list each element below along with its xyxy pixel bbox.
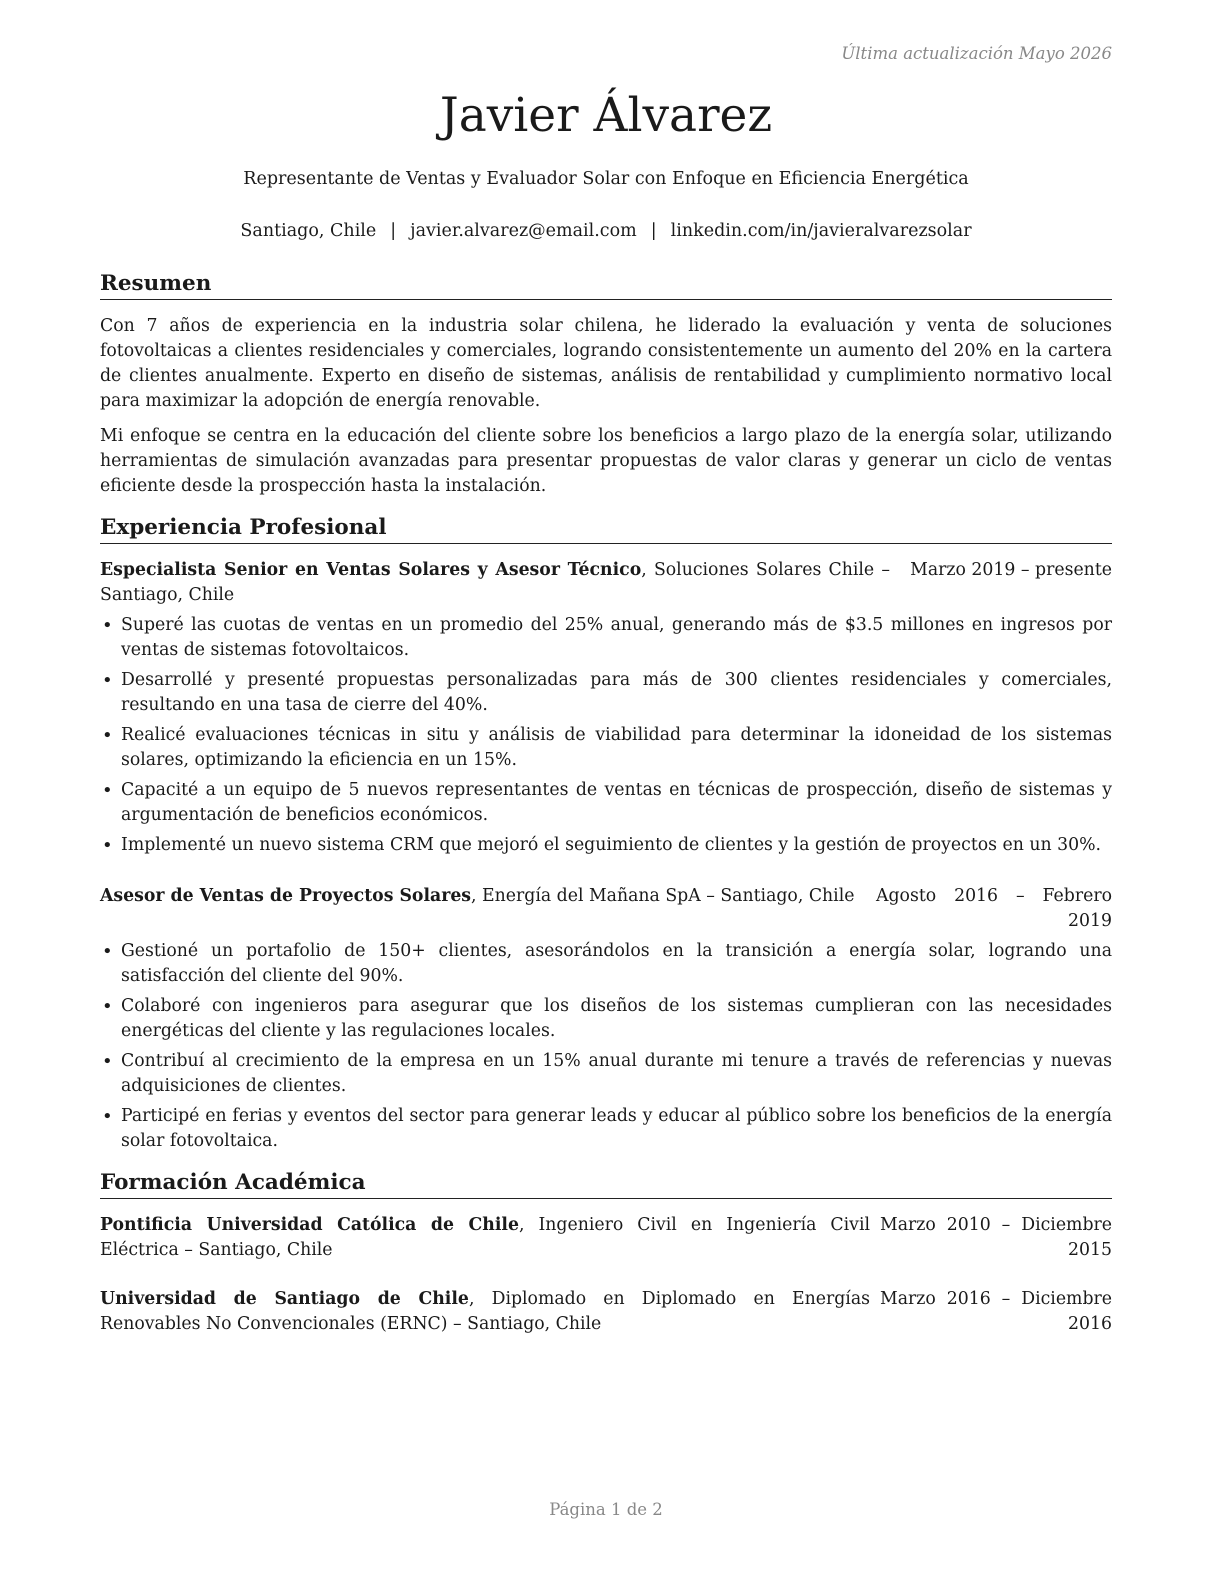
list-item: • Capacité a un equipo de 5 nuevos representantes de ventas en técnicas de prospección, diseño de sistemas y argumentación de beneficios económicos. [100, 778, 1112, 828]
job-bullet-list [100, 939, 1112, 1159]
page-number: Página 1 de 2 [549, 1500, 663, 1519]
section-title-experience: Experiencia Profesional [100, 514, 1112, 544]
education-dates: Marzo 2016 – Diciembre 2016 [880, 1289, 1112, 1334]
contact-email-link[interactable]: javier.alvarez@email.com [410, 221, 637, 241]
education-school: Universidad de Santiago de Chile [100, 1289, 469, 1309]
list-item: • Realicé evaluaciones técnicas in situ y análisis de viabilidad para determinar la idoneidad de los sistemas solares, optimizando la eficiencia en un 15%. [100, 723, 1112, 773]
contact-separator: | [390, 221, 397, 241]
contact-separator: | [650, 221, 657, 241]
education-school: Pontificia Universidad Católica de Chile [100, 1215, 519, 1235]
list-item: • Superé las cuotas de ventas en un promedio del 25% anual, generando más de $3.5 millones en ingresos por ventas de sistemas fotovoltaicos. [100, 613, 1112, 663]
summary-paragraph-1: Con 7 años de experiencia en la industria solar chilena, he liderado la evaluación y venta de soluciones fotovoltaicas a clientes residenciales y comerciales, logrando consistentemente un aumento del 20% en la cartera de clientes anualmente. Experto en diseño de sistemas, análisis de rentabilidad y cumplimiento normativo local para maximizar la adopción de energía renovable. [100, 316, 1112, 411]
list-item: • Colaboré con ingenieros para asegurar que los diseños de los sistemas cumplieran con las necesidades energéticas del cliente y las regulaciones locales. [100, 994, 1112, 1044]
summary-paragraph-2: Mi enfoque se centra en la educación del cliente sobre los beneficios a largo plazo de la energía solar, utilizando herramientas de simulación avanzadas para presentar propuestas de valor claras y generar un ciclo de ventas eficiente desde la prospección hasta la instalación. [100, 426, 1112, 496]
list-item: • Gestioné un portafolio de 150+ clientes, asesorándolos en la transición a energía solar, logrando una satisfacción del cliente del 90%. [100, 939, 1112, 989]
education-degree: , Ingeniero Civil en Ingeniería Civil Eléctrica – Santiago, Chile [100, 1215, 870, 1260]
education-degree: , Diplomado en Diplomado en Energías Renovables No Convencionales (ERNC) – Santiago, Chile [100, 1289, 871, 1334]
job-role: Especialista Senior en Ventas Solares y Asesor Técnico [100, 560, 642, 580]
job-header [100, 884, 1112, 934]
job-header [100, 558, 1112, 608]
section-title-summary: Resumen [100, 270, 1112, 300]
education-dates: Marzo 2010 – Diciembre 2015 [880, 1215, 1112, 1260]
list-item: • Implementé un nuevo sistema CRM que mejoró el seguimiento de clientes y la gestión de proyectos en un 30%. [100, 833, 1112, 858]
contact-linkedin-link[interactable]: linkedin.com/in/javieralvarezsolar [670, 221, 972, 241]
job-dates: Marzo 2019 – presente [910, 560, 1112, 580]
job-dates: Agosto 2016 – Febrero 2019 [876, 886, 1112, 931]
education-entry [100, 1213, 1112, 1263]
job-company: , Soluciones Solares Chile – Santiago, Chile [100, 560, 891, 605]
contact-line [100, 219, 1112, 243]
candidate-name: Javier Álvarez [439, 88, 773, 143]
job-company: , Energía del Mañana SpA – Santiago, Chile [471, 886, 855, 906]
list-item: • Desarrollé y presenté propuestas personalizadas para más de 300 clientes residenciales y comerciales, resultando en una tasa de cierre del 40%. [100, 668, 1112, 718]
section-title-education: Formación Académica [100, 1169, 1112, 1199]
list-item: • Participé en ferias y eventos del sector para generar leads y educar al público sobre los beneficios de la energía solar fotovoltaica. [100, 1104, 1112, 1154]
job-bullet-list [100, 613, 1112, 863]
contact-location: Santiago, Chile [240, 221, 377, 241]
candidate-tagline: Representante de Ventas y Evaluador Solar con Enfoque en Eficiencia Energética [243, 169, 969, 189]
list-item: • Contribuí al crecimiento de la empresa en un 15% anual durante mi tenure a través de referencias y nuevas adquisiciones de clientes. [100, 1049, 1112, 1099]
last-updated: Última actualización Mayo 2026 [841, 44, 1112, 63]
resume-page [100, 0, 1112, 1584]
education-entry [100, 1287, 1112, 1337]
job-role: Asesor de Ventas de Proyectos Solares [100, 886, 472, 906]
